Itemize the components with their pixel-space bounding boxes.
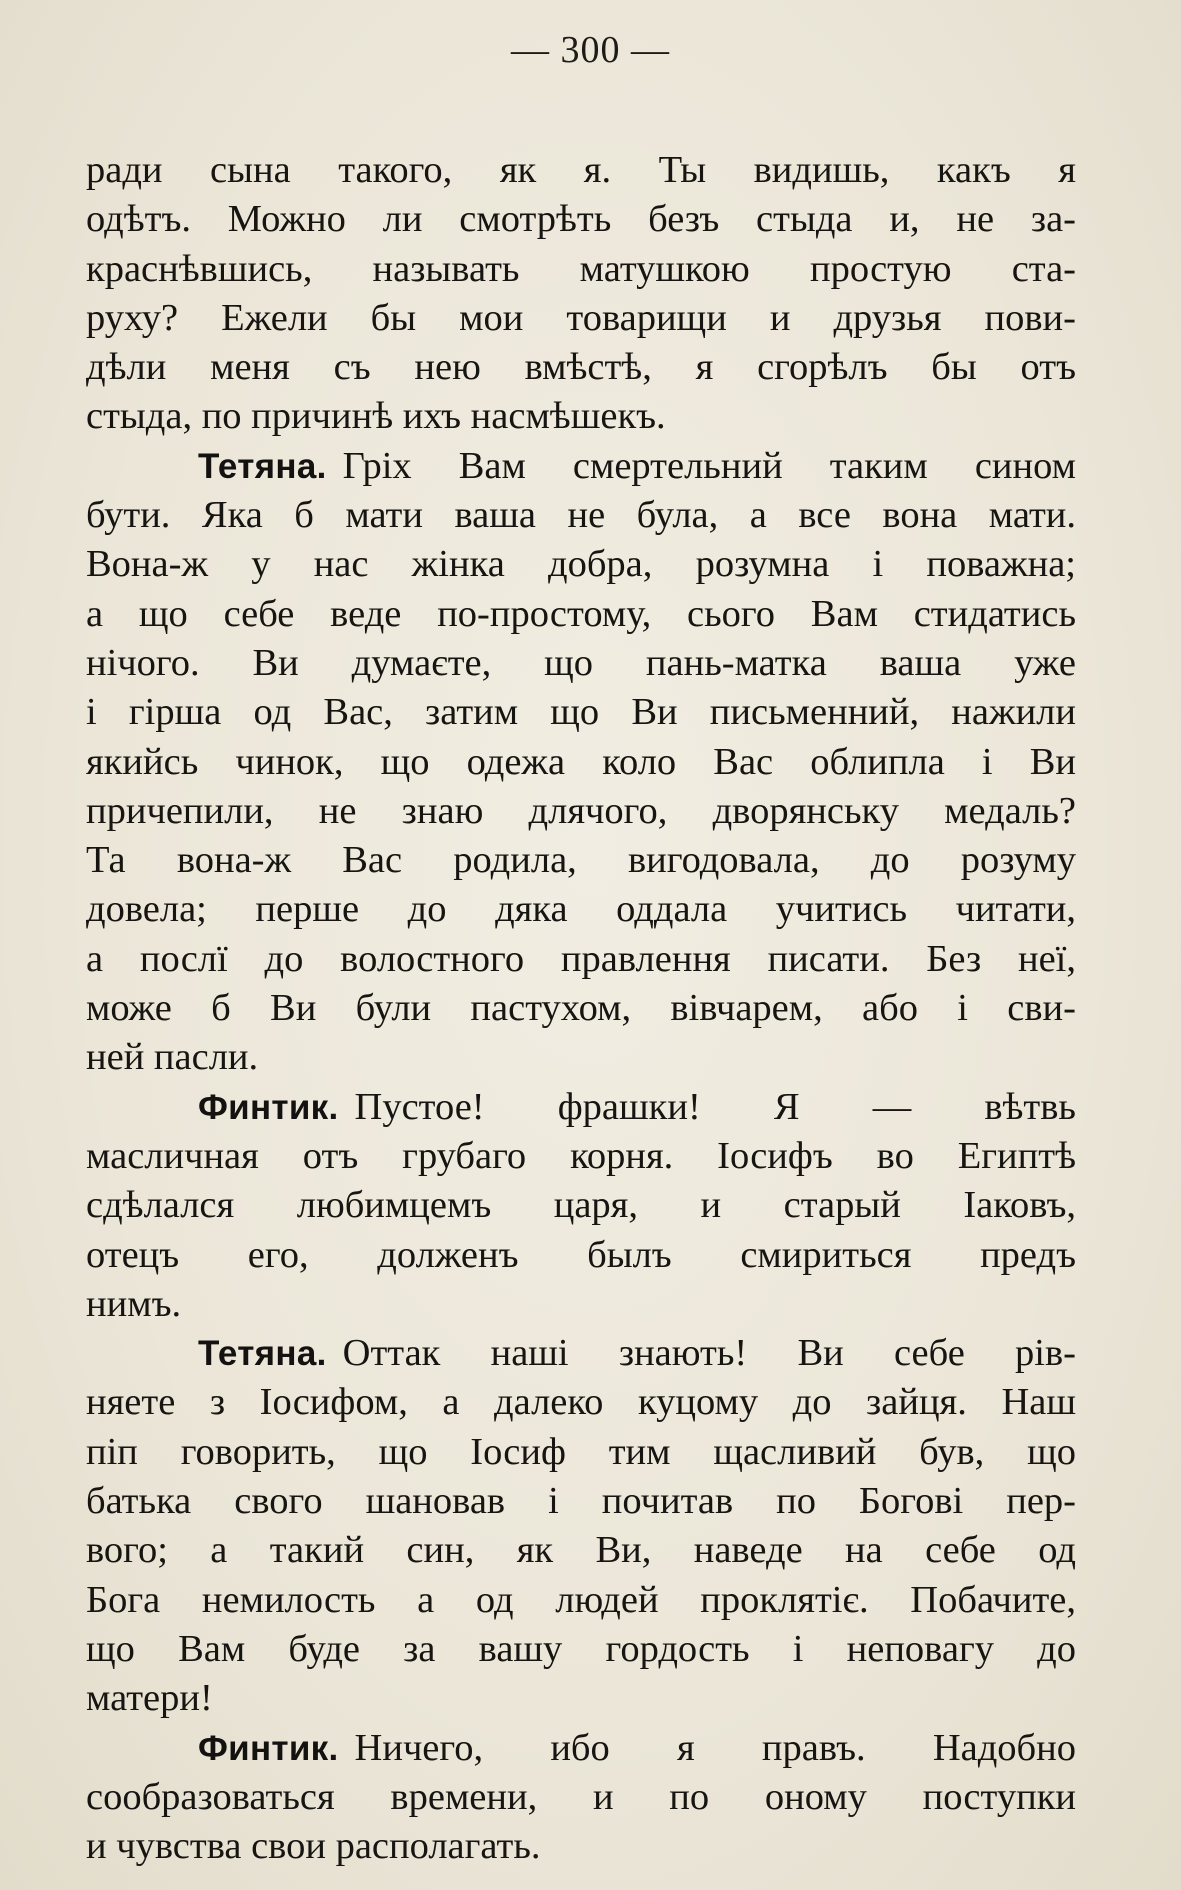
text-line: бути. Яка б мати ваша не була, а все вона мати.	[86, 494, 1076, 537]
line-text: Гріх Вам смертельний таким сином	[342, 444, 1076, 487]
text-line: и чувства свои располагать.	[86, 1825, 541, 1868]
text-line: Вона-ж у нас жінка добра, розумна і поважна;	[86, 543, 1076, 586]
text-line: няете з Іосифом, а далеко куцому до зайця. Наш	[86, 1381, 1076, 1424]
text-line: довела; перше до дяка оддала учитись читати,	[86, 888, 1076, 931]
paragraph	[86, 442, 1076, 1083]
text-line: нимъ.	[86, 1282, 182, 1325]
text-line: дѣли меня съ нею вмѣстѣ, я сгорѣлъ бы отъ	[86, 346, 1076, 389]
line-text: Ничего, ибо я правъ. Надобно	[354, 1726, 1076, 1769]
line-text: Оттак наші знають! Ви себе рів-	[342, 1332, 1076, 1375]
paragraph	[86, 1329, 1076, 1723]
paragraph	[86, 1724, 1076, 1872]
text-line: Та вона-ж Вас родила, вигодовала, до розуму	[86, 839, 1076, 882]
text-line: ней пасли.	[86, 1036, 259, 1079]
text-line: отецъ его, долженъ былъ смириться предъ	[86, 1233, 1076, 1276]
text-line: батька свого шановав і почитав по Богові пер-	[86, 1480, 1076, 1523]
text-line: сдѣлался любимцемъ царя, и старый Іаковъ,	[86, 1184, 1076, 1227]
text-line: причепили, не знаю длячого, дворянську медаль?	[86, 789, 1076, 832]
speaker-name: Тетяна.	[198, 1334, 327, 1374]
text-line	[86, 442, 1076, 491]
text-line: піп говорить, що Іосиф тим щасливий був, що	[86, 1430, 1076, 1473]
text-line: що Вам буде за вашу гордость і неповагу до	[86, 1627, 1076, 1670]
speaker-name: Финтик.	[198, 1087, 339, 1127]
text-line: може б Ви були пастухом, вівчарем, або і сви-	[86, 987, 1076, 1030]
text-line: матери!	[86, 1677, 213, 1720]
text-line: якийсь чинок, що одежа коло Вас облипла і Ви	[86, 740, 1076, 783]
text-line: нічого. Ви думаєте, що пань-матка ваша уже	[86, 641, 1076, 684]
text-line: вого; а такий син, як Ви, наведе на себе од	[86, 1529, 1076, 1572]
text-line: одѣтъ. Можно ли смотрѣть безъ стыда и, не за-	[86, 198, 1076, 241]
paragraph	[86, 146, 1076, 442]
text-line: масличная отъ грубаго корня. Іосифъ во Египтѣ	[86, 1134, 1076, 1177]
body-text	[86, 146, 1076, 1871]
text-line: ради сына такого, як я. Ты видишь, какъ я	[86, 149, 1076, 191]
text-line: сообразоваться времени, и по оному поступки	[86, 1775, 1076, 1818]
text-line	[86, 1329, 1076, 1378]
text-line: руху? Ежели бы мои товарищи и друзья пови-	[86, 296, 1076, 339]
text-line: краснѣвшись, называть матушкою простую ста-	[86, 247, 1076, 290]
paragraph	[86, 1083, 1076, 1329]
page-number: — 300 —	[511, 29, 670, 71]
line-text: Пустое! фрашки! Я — вѣтвь	[354, 1085, 1076, 1128]
text-line: а що себе веде по-простому, сього Вам стидатись	[86, 592, 1076, 635]
text-line: Бога немилость а од людей проклятіє. Побачите,	[86, 1578, 1076, 1621]
text-line: стыда, по причинѣ ихъ насмѣшекъ.	[86, 395, 666, 438]
text-line	[86, 1724, 1076, 1773]
text-line	[86, 1083, 1076, 1132]
speaker-name: Тетяна.	[198, 446, 327, 486]
text-line: і гірша од Вас, затим що Ви письменний, нажили	[86, 691, 1076, 734]
speaker-name: Финтик.	[198, 1728, 339, 1768]
text-line: а послї до волостного правлення писати. Без неї,	[86, 937, 1076, 980]
